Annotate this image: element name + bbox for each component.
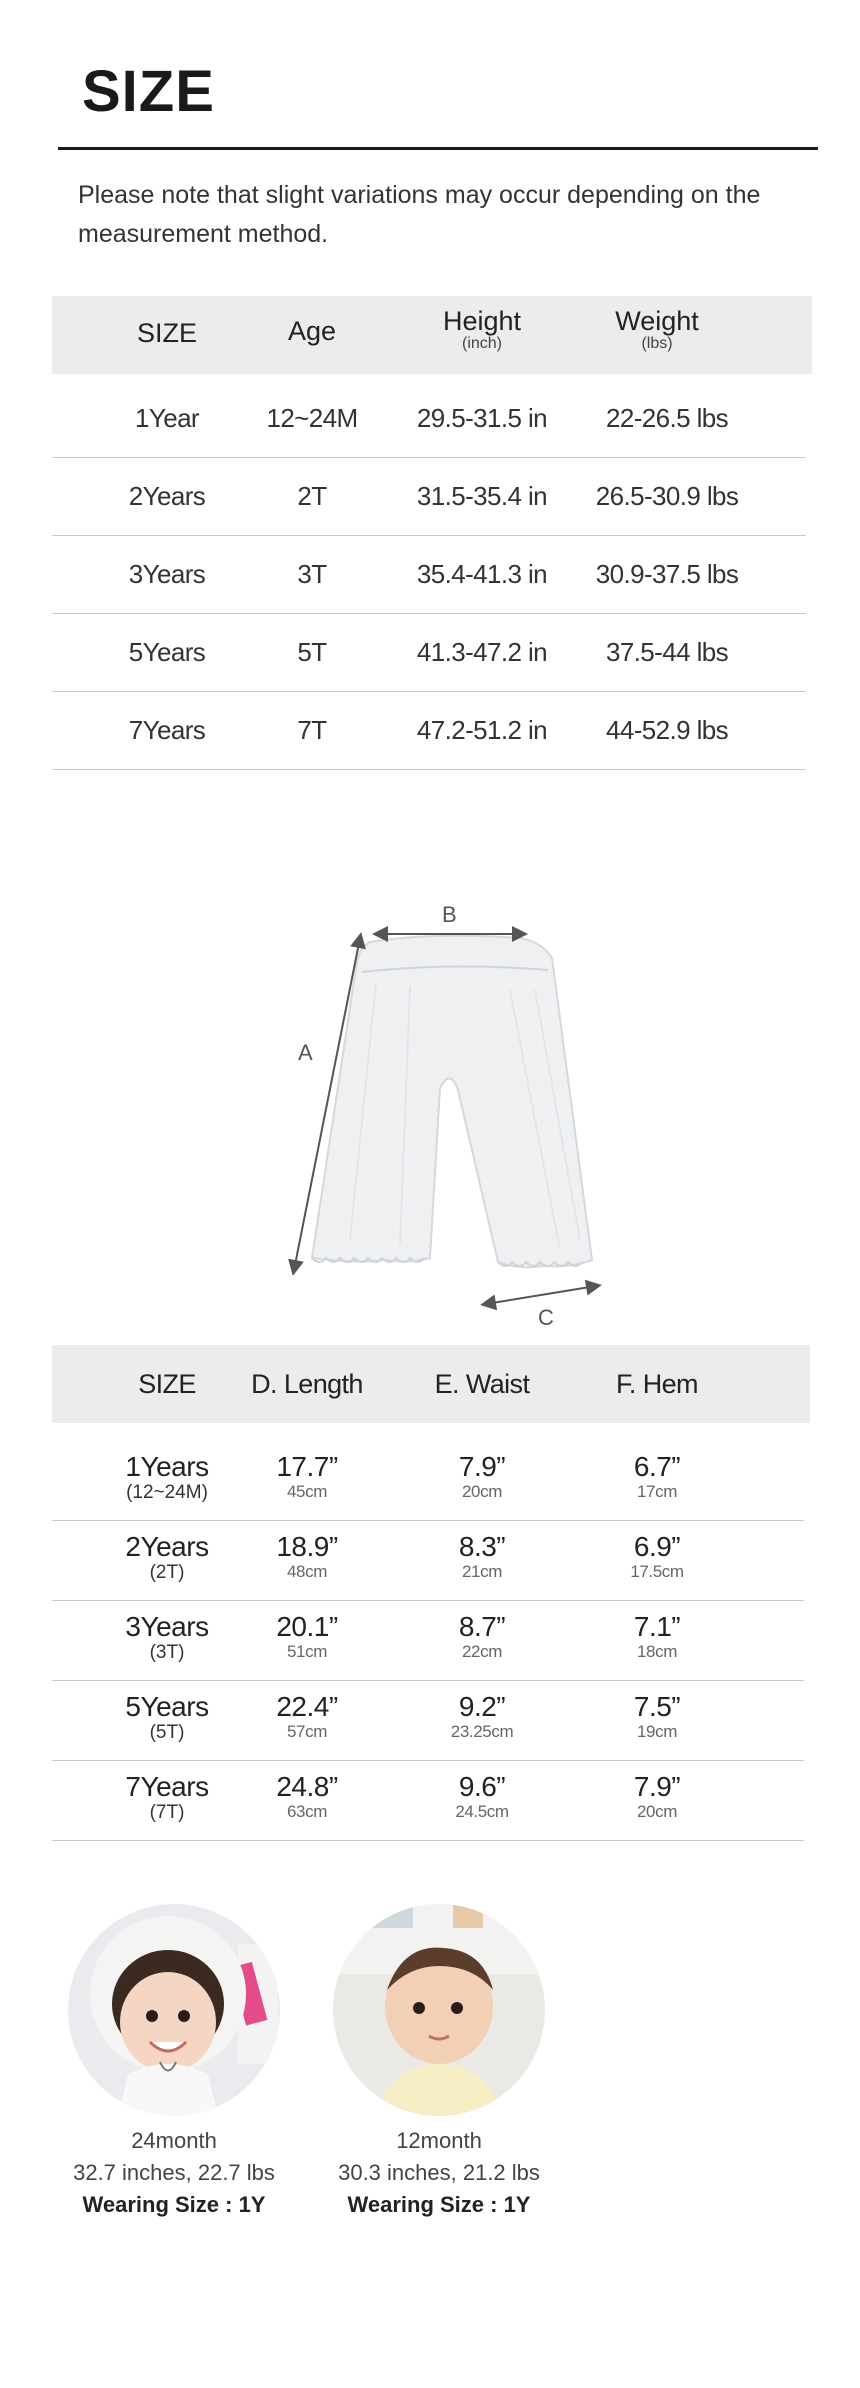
- cell-length-in: 24.8”: [276, 1771, 338, 1802]
- cell-size-label: 3Years: [125, 1611, 209, 1642]
- cell-length-in: 20.1”: [276, 1611, 338, 1642]
- model-1-age: 24month: [131, 2128, 217, 2153]
- cell-weight: 44-52.9 lbs: [605, 715, 729, 745]
- model-photo-24month: [68, 1904, 280, 2116]
- header-weight: [577, 306, 737, 353]
- cell-weight: 30.9-37.5 lbs: [595, 559, 739, 589]
- model-1-measure: 32.7 inches, 22.7 lbs: [73, 2160, 275, 2185]
- header-hem: F. Hem: [616, 1369, 698, 1399]
- cell-hem: [592, 1532, 722, 1582]
- model-2-measure: 30.3 inches, 21.2 lbs: [338, 2160, 540, 2185]
- cell-size-label: 1Years: [125, 1451, 209, 1482]
- cell-waist-in: 9.6”: [458, 1771, 506, 1802]
- measurement-note: Please note that slight variations may occur depending on the measurement method.: [78, 181, 761, 248]
- cell-size: 1Year: [135, 403, 199, 433]
- page-title: SIZE: [82, 59, 215, 124]
- cell-size: 5Years: [128, 637, 206, 667]
- model-2-wearing: Wearing Size : 1Y: [347, 2192, 531, 2217]
- cell-height: 41.3-47.2 in: [416, 637, 548, 667]
- cell-weight: 22-26.5 lbs: [605, 403, 729, 433]
- model-photo-illustration: [68, 1904, 280, 2116]
- cell-length-cm: 57cm: [287, 1722, 327, 1741]
- table-row: [52, 379, 806, 458]
- cell-age: 5T: [297, 637, 327, 667]
- cell-length: [242, 1692, 372, 1742]
- cell-hem-cm: 17.5cm: [630, 1562, 684, 1581]
- cell-length: [242, 1772, 372, 1822]
- cell-hem-cm: 17cm: [637, 1482, 677, 1501]
- size-table-header: [52, 296, 812, 374]
- model-1-caption: [24, 2128, 324, 2218]
- cell-waist-cm: 24.5cm: [455, 1802, 509, 1821]
- cell-size: [102, 1612, 232, 1664]
- header-age: Age: [287, 316, 337, 346]
- cell-hem-cm: 20cm: [637, 1802, 677, 1821]
- header-height-unit: (inch): [461, 335, 502, 352]
- cell-hem-in: 6.7”: [633, 1451, 681, 1482]
- arrow-c: [486, 1286, 596, 1304]
- cell-hem: [592, 1452, 722, 1502]
- cell-waist-cm: 20cm: [462, 1482, 502, 1501]
- label-c: C: [538, 1305, 554, 1330]
- cell-waist: [417, 1692, 547, 1742]
- header-size: SIZE: [138, 1369, 196, 1399]
- table-row: [52, 613, 806, 692]
- cell-waist-in: 8.3”: [458, 1531, 506, 1562]
- model-2-age: 12month: [396, 2128, 482, 2153]
- header-length: D. Length: [251, 1369, 363, 1399]
- table-row: [52, 1760, 804, 1841]
- cell-weight: 26.5-30.9 lbs: [595, 481, 739, 511]
- model-1-wearing: Wearing Size : 1Y: [82, 2192, 266, 2217]
- model-2-caption: [289, 2128, 589, 2218]
- cell-hem-in: 7.1”: [633, 1611, 681, 1642]
- cell-age: 2T: [297, 481, 327, 511]
- cell-waist-cm: 21cm: [462, 1562, 502, 1581]
- cell-hem-in: 7.9”: [633, 1771, 681, 1802]
- cell-hem-in: 6.9”: [633, 1531, 681, 1562]
- cell-waist-cm: 23.25cm: [450, 1722, 514, 1741]
- cell-length-in: 17.7”: [276, 1451, 338, 1482]
- cell-length: [242, 1612, 372, 1662]
- cell-length: [242, 1452, 372, 1502]
- header-weight-unit: (lbs): [641, 335, 673, 352]
- cell-size-label: 7Years: [125, 1771, 209, 1802]
- cell-size-age: (12~24M): [126, 1482, 208, 1503]
- cell-hem-cm: 18cm: [637, 1642, 677, 1661]
- cell-length-cm: 45cm: [287, 1482, 327, 1501]
- cell-size-age: (3T): [149, 1642, 185, 1663]
- cell-hem: [592, 1692, 722, 1742]
- cell-height: 35.4-41.3 in: [416, 559, 548, 589]
- cell-height: 29.5-31.5 in: [416, 403, 548, 433]
- cell-waist-in: 9.2”: [458, 1691, 506, 1722]
- cell-waist: [417, 1532, 547, 1582]
- table-row: [52, 457, 806, 536]
- cell-age: 12~24M: [266, 403, 358, 433]
- pants-measurement-diagram: [280, 890, 610, 1330]
- cell-hem: [592, 1612, 722, 1662]
- header-height: [402, 306, 562, 353]
- cell-length-cm: 63cm: [287, 1802, 327, 1821]
- cell-size: 7Years: [128, 715, 206, 745]
- cell-waist: [417, 1612, 547, 1662]
- cell-size: 2Years: [128, 481, 206, 511]
- pants-illustration: [312, 936, 592, 1268]
- label-a: A: [298, 1040, 313, 1065]
- header-height-label: Height: [442, 306, 522, 336]
- model-photo-illustration: [333, 1904, 545, 2116]
- cell-size: [102, 1772, 232, 1824]
- cell-length-cm: 48cm: [287, 1562, 327, 1581]
- cell-length-cm: 51cm: [287, 1642, 327, 1661]
- header-waist: E. Waist: [434, 1369, 530, 1399]
- cell-length: [242, 1532, 372, 1582]
- cell-hem-in: 7.5”: [633, 1691, 681, 1722]
- cell-size: [102, 1452, 232, 1504]
- cell-age: 7T: [297, 715, 327, 745]
- cell-length-in: 18.9”: [276, 1531, 338, 1562]
- cell-hem-cm: 19cm: [637, 1722, 677, 1741]
- title-divider: [58, 147, 818, 150]
- cell-weight: 37.5-44 lbs: [605, 637, 729, 667]
- table-row: [52, 1520, 804, 1601]
- cell-waist-cm: 22cm: [462, 1642, 502, 1661]
- cell-length-in: 22.4”: [276, 1691, 338, 1722]
- cell-height: 31.5-35.4 in: [416, 481, 548, 511]
- cell-size: 3Years: [128, 559, 206, 589]
- cell-size-age: (2T): [149, 1562, 185, 1583]
- header-size: SIZE: [136, 318, 197, 348]
- cell-age: 3T: [297, 559, 327, 589]
- cell-waist-in: 7.9”: [458, 1451, 506, 1482]
- garment-table-header: [52, 1345, 810, 1423]
- table-row: [52, 691, 806, 770]
- model-photo-12month: [333, 1904, 545, 2116]
- cell-size-label: 2Years: [125, 1531, 209, 1562]
- cell-hem: [592, 1772, 722, 1822]
- cell-size: [102, 1692, 232, 1744]
- table-row: [52, 1440, 804, 1521]
- header-weight-label: Weight: [615, 306, 699, 336]
- cell-waist: [417, 1772, 547, 1822]
- table-row: [52, 1680, 804, 1761]
- cell-size-label: 5Years: [125, 1691, 209, 1722]
- cell-size-age: (7T): [149, 1802, 185, 1823]
- label-b: B: [442, 902, 457, 927]
- table-row: [52, 1600, 804, 1681]
- table-row: [52, 535, 806, 614]
- cell-height: 47.2-51.2 in: [416, 715, 548, 745]
- cell-size-age: (5T): [149, 1722, 185, 1743]
- cell-size: [102, 1532, 232, 1584]
- cell-waist: [417, 1452, 547, 1502]
- cell-waist-in: 8.7”: [458, 1611, 506, 1642]
